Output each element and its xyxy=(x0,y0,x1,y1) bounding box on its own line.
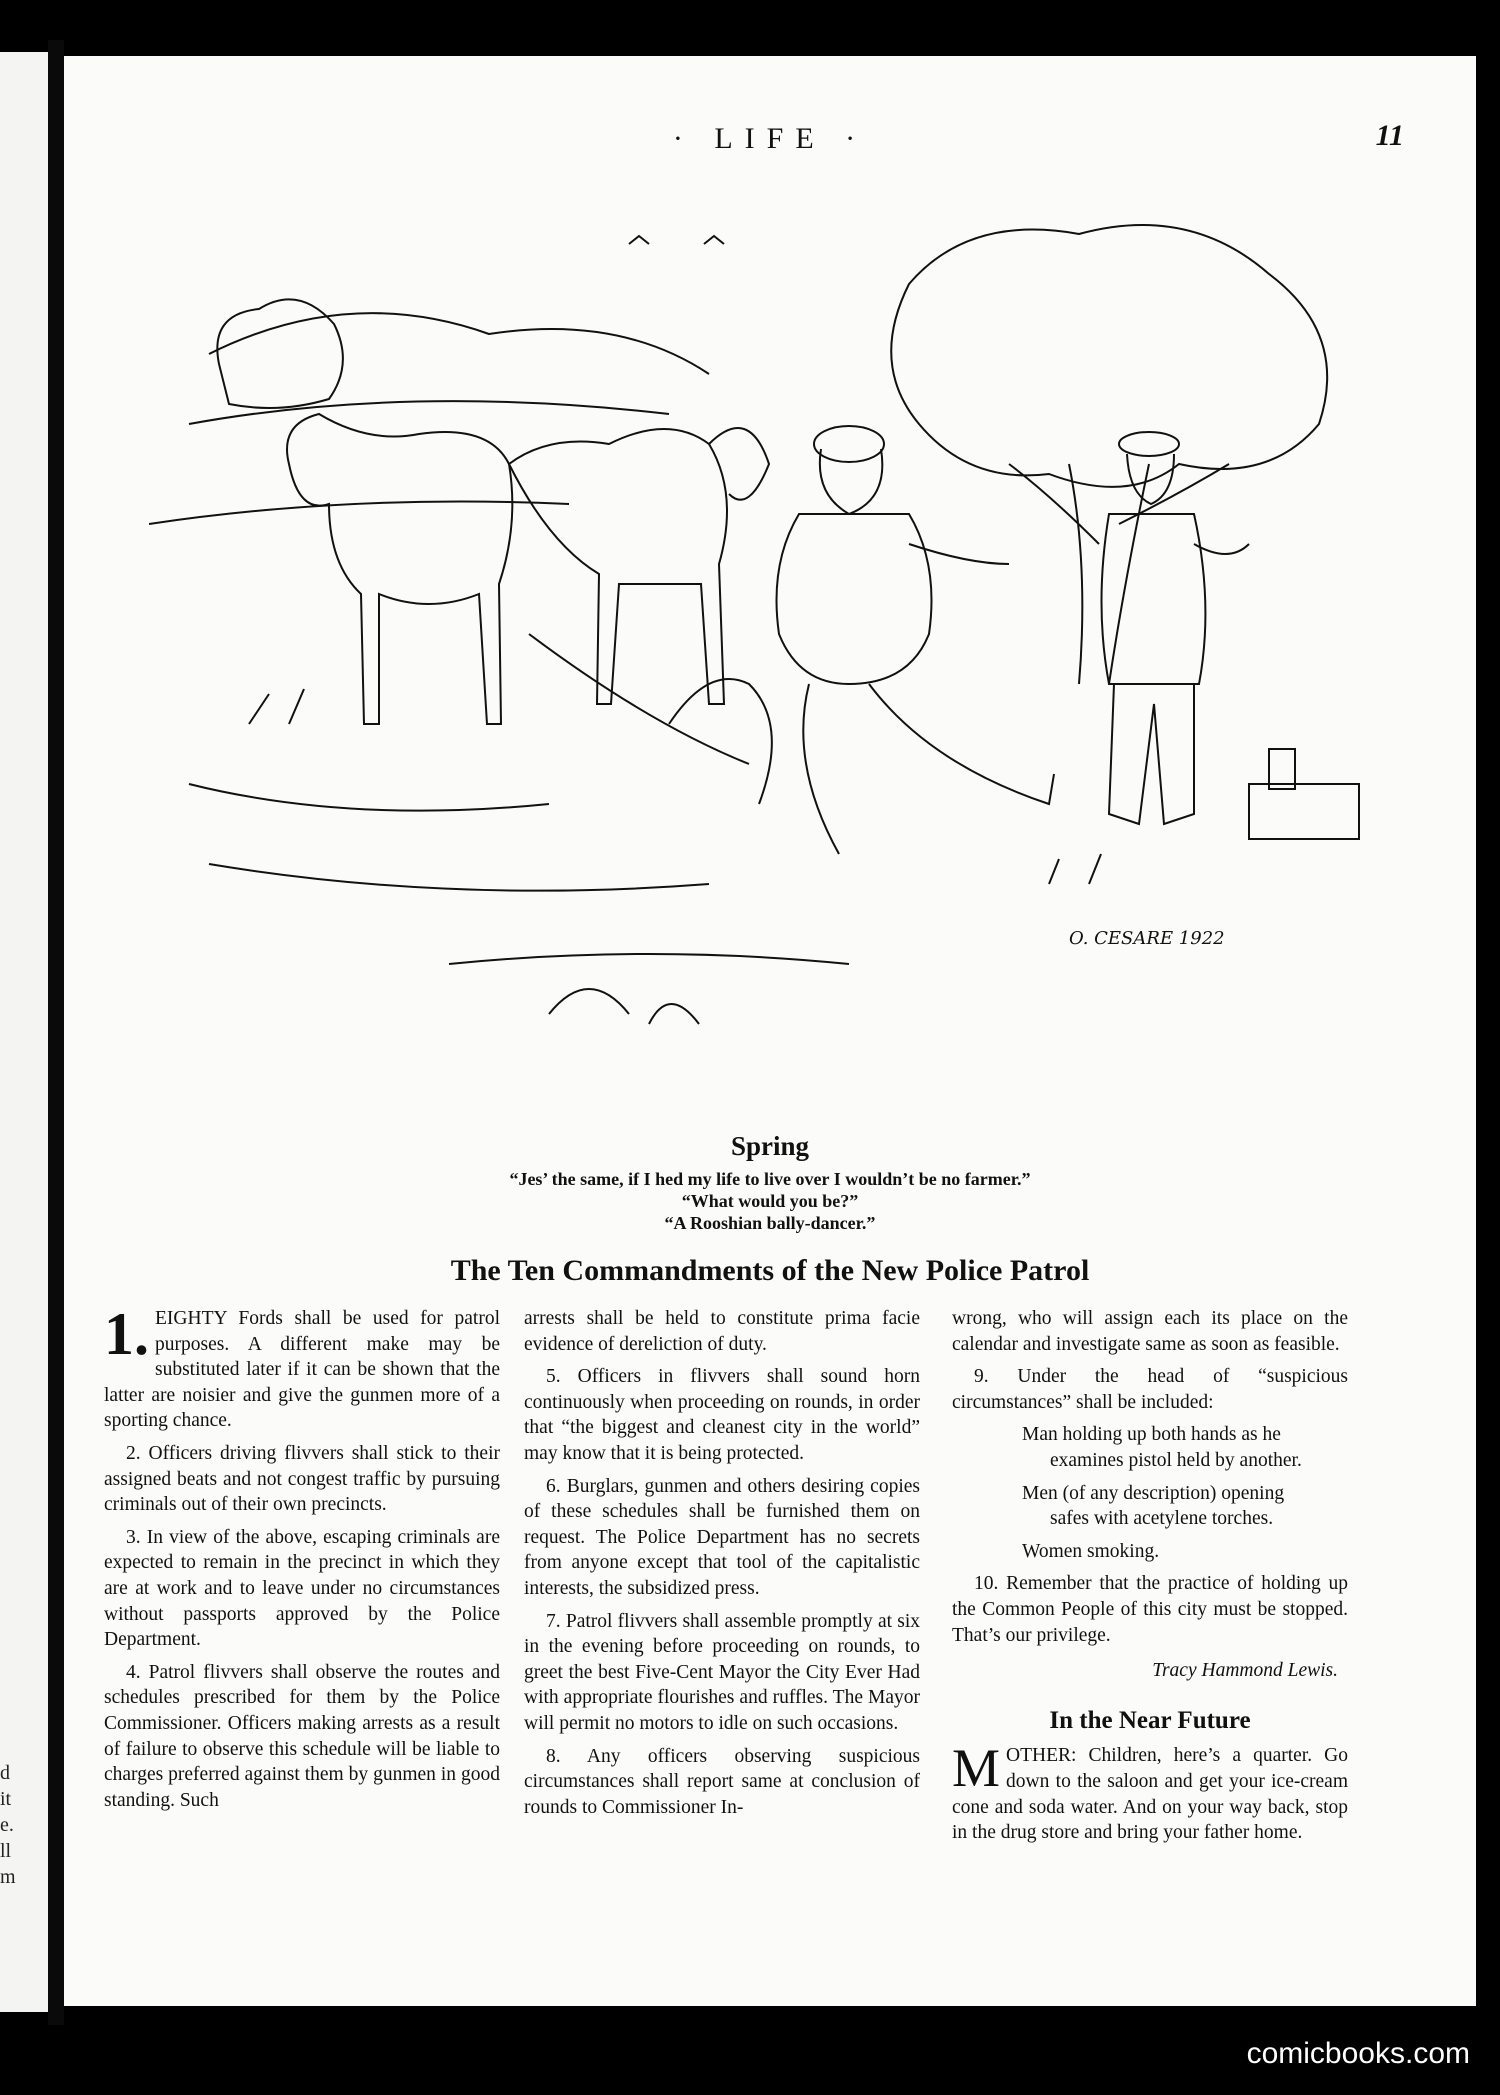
left-page-fragment: e. xyxy=(0,1814,14,1836)
caption-line: “Jes’ the same, if I hed my life to live over I wouldn’t be no farmer.” xyxy=(509,1169,1031,1189)
caption-line: “What would you be?” xyxy=(681,1191,859,1211)
paragraph: 9. Under the head of “suspicious circumstances” shall be included: xyxy=(952,1366,1348,1413)
paragraph: arrests shall be held to constitute prima facie evidence of dereliction of duty. xyxy=(524,1308,920,1355)
caption-line: “A Rooshian bally-dancer.” xyxy=(664,1213,876,1233)
farm-scene-illustration-icon xyxy=(149,164,1389,1124)
paragraph: 10. Remember that the practice of holding up the Common People of this city must be stopped. That’s our privilege. xyxy=(952,1573,1348,1646)
left-page-fragment: d xyxy=(0,1762,10,1784)
list-item-main: Man holding up both hands as he xyxy=(1022,1424,1281,1446)
author-byline: Tracy Hammond Lewis. xyxy=(1152,1660,1338,1682)
list-item-main: Women smoking. xyxy=(1022,1540,1160,1562)
list-item-sub: safes with acetylene torches. xyxy=(1050,1508,1274,1530)
paragraph-text: EIGHTY Fords shall be used for patrol purposes. A different make may be substituted later if it can be shown that the latter are noisier and give the gunmen more of a sporting chance. xyxy=(104,1308,500,1432)
watermark: comicbooks.com xyxy=(1246,2037,1470,2070)
paragraph-text: OTHER: Children, here’s a quarter. Go down to the saloon and get your ice-cream cone and soda water. And on your way back, stop in the drug store and bring your father home. xyxy=(952,1745,1348,1844)
magazine-title: · LIFE · xyxy=(672,122,868,155)
article-title: The Ten Commandments of the New Police Patrol xyxy=(450,1254,1090,1287)
paragraph: 2. Officers driving flivvers shall stick to their assigned beats and not congest traffic by pursuing criminals out of their own precincts. xyxy=(104,1442,500,1516)
paragraph xyxy=(952,1738,1348,1845)
caption-dialogue xyxy=(64,1168,1476,1234)
left-page-edge xyxy=(0,52,48,2012)
list-item-sub: examines pistol held by another. xyxy=(1050,1449,1302,1471)
paragraph: 8. Any officers observing suspicious circumstances shall report same at conclusion of rounds to Commissioner In- xyxy=(524,1745,920,1818)
svg-text:O. CESARE 1922: O. CESARE 1922 xyxy=(1069,928,1225,949)
left-page-fragment: m xyxy=(0,1866,16,1888)
paragraph: wrong, who will assign each its place on the calendar and investigate same as soon as feasible. xyxy=(952,1308,1348,1355)
paragraph: 7. Patrol flivvers shall assemble promptly at six in the evening before proceeding on rounds, to greet the best Five-Cent Mayor the City Ever Had with appropriate flourishes and ruffles. The Mayor will permit no motors to idle on such occasions. xyxy=(524,1610,920,1734)
caption-title: Spring xyxy=(730,1131,810,1161)
magazine-page xyxy=(64,56,1476,2006)
left-page-fragment: it xyxy=(0,1788,12,1810)
paragraph xyxy=(104,1301,500,1434)
list-item xyxy=(952,1539,1348,1565)
article-column-3 xyxy=(952,1306,1348,1853)
drop-cap: 1. xyxy=(104,1301,149,1367)
article-column-2 xyxy=(524,1306,920,1827)
left-page-fragment: ll xyxy=(0,1840,12,1862)
section-title: In the Near Future xyxy=(1049,1706,1251,1734)
page-number: 11 xyxy=(1375,119,1404,152)
list-item xyxy=(952,1481,1348,1532)
article-column-1 xyxy=(104,1301,500,1820)
paragraph: 3. In view of the above, escaping criminals are expected to remain in the precinct in which they are at work and to leave under no circumstances without passports approved by the Police Department. xyxy=(104,1526,500,1651)
paragraph: 4. Patrol flivvers shall observe the routes and schedules prescribed for them by the Police Commissioner. Officers making arrests as a result of failure to observe this schedule will be liable to charges preferred against them by gunmen in good standing. Such xyxy=(104,1661,500,1811)
paragraph: 5. Officers in flivvers shall sound horn continuously when proceeding on rounds, in order that “the biggest and cleanest city in the world” may know that it is being protected. xyxy=(524,1366,920,1464)
paragraph: 6. Burglars, gunmen and others desiring copies of these schedules shall be furnished them on request. The Police Department has no secrets from anyone except that tool of the capitalistic interests, the subsidized press. xyxy=(524,1475,920,1599)
list-item-main: Men (of any description) opening xyxy=(1022,1482,1285,1504)
book-spine xyxy=(48,40,64,2025)
list-item xyxy=(952,1422,1348,1473)
drop-cap: M xyxy=(952,1738,1001,1799)
